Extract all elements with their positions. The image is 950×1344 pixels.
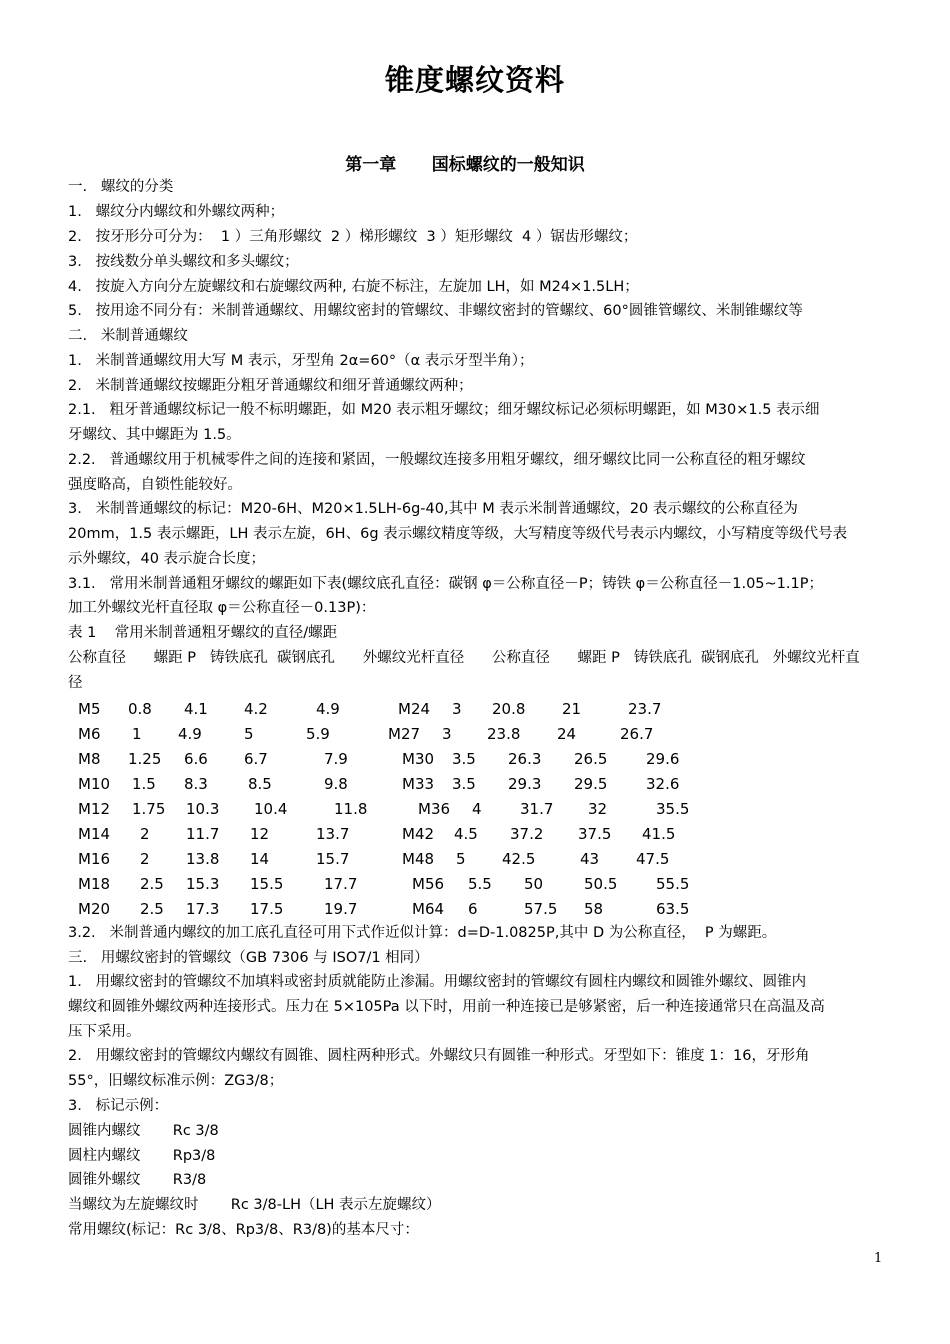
table-cell: 4.9 <box>316 700 340 718</box>
table-cell: 4.5 <box>454 825 478 843</box>
text-line: 3. 按线数分单头螺纹和多头螺纹； <box>68 254 299 270</box>
table-cell: 17.5 <box>250 900 284 918</box>
table-cell: M24 <box>398 700 431 718</box>
table-cell: 2 <box>140 825 150 843</box>
text-line: 压下采用。 <box>68 1024 141 1040</box>
table-cell: 10.4 <box>254 800 288 818</box>
table-cell: 32.6 <box>646 775 680 793</box>
table-cell: M10 <box>78 775 111 793</box>
table-cell: 15.5 <box>250 875 284 893</box>
table-cell: 42.5 <box>502 850 536 868</box>
text-line: 圆锥外螺纹 R3/8 <box>68 1172 207 1188</box>
table-cell: 0.8 <box>128 700 152 718</box>
table-cell: 41.5 <box>642 825 676 843</box>
table-cell: 63.5 <box>656 900 690 918</box>
table-cell: 5 <box>244 725 254 743</box>
table-cell: 1 <box>132 725 142 743</box>
text-line: 二. 米制普通螺纹 <box>68 328 188 344</box>
table-cell: 5.9 <box>306 725 330 743</box>
text-line: 常用螺纹(标记：Rc 3/8、Rp3/8、R3/8)的基本尺寸： <box>68 1222 419 1238</box>
table-cell: 12 <box>250 825 270 843</box>
table-cell: 20.8 <box>492 700 526 718</box>
table-cell: 2.5 <box>140 875 164 893</box>
text-line: 2. 按牙形分可分为： 1 ）三角形螺纹 2 ）梯形螺纹 3 ）矩形螺纹 4 ）锯齿形螺纹； <box>68 229 638 245</box>
table-cell: 29.5 <box>574 775 608 793</box>
table-cell: 7.9 <box>324 750 348 768</box>
text-line: 20mm，1.5 表示螺距，LH 表示左旋，6H、6g 表示螺纹精度等级，大写精度等级代号表示内螺纹，小写精度等级代号表 <box>68 526 848 542</box>
table-cell: 2 <box>140 850 150 868</box>
table-cell: M33 <box>402 775 435 793</box>
table-cell: M56 <box>412 875 445 893</box>
table-cell: 23.7 <box>628 700 662 718</box>
chapter-heading: 第一章 国标螺纹的一般知识 <box>345 155 585 175</box>
table-cell: 50 <box>524 875 544 893</box>
text-line: 3.1. 常用米制普通粗牙螺纹的螺距如下表(螺纹底孔直径：碳钢 φ＝公称直径－P；铸铁 φ＝公称直径－1.05~1.1P； <box>68 576 823 592</box>
table-cell: 3 <box>442 725 452 743</box>
table-cell: 17.7 <box>324 875 358 893</box>
text-line: 公称直径 螺距 P 铸铁底孔 碳钢底孔 外螺纹光杆直径 公称直径 螺距 P 铸铁底孔 碳钢底孔 外螺纹光杆直 <box>68 650 860 666</box>
text-line: 径 <box>68 675 83 691</box>
table-cell: 26.7 <box>620 725 654 743</box>
table-cell: 6.7 <box>244 750 268 768</box>
table-cell: 37.5 <box>578 825 612 843</box>
table-cell: M12 <box>78 800 111 818</box>
page-number: 1 <box>874 1251 883 1266</box>
table-cell: M64 <box>412 900 445 918</box>
table-cell: 3.5 <box>452 775 476 793</box>
table-cell: 23.8 <box>487 725 521 743</box>
table-cell: 2.5 <box>140 900 164 918</box>
table-cell: M6 <box>78 725 101 743</box>
table-cell: 5 <box>456 850 466 868</box>
text-line: 圆锥内螺纹 Rc 3/8 <box>68 1123 219 1139</box>
table-cell: 31.7 <box>520 800 554 818</box>
table-cell: 19.7 <box>324 900 358 918</box>
table-cell: 3 <box>452 700 462 718</box>
table-cell: 1.5 <box>132 775 156 793</box>
table-cell: 15.3 <box>186 875 220 893</box>
table-cell: 11.7 <box>186 825 220 843</box>
table-cell: M30 <box>402 750 435 768</box>
table-cell: M5 <box>78 700 101 718</box>
table-cell: 29.6 <box>646 750 680 768</box>
text-line: 强度略高，自锁性能较好。 <box>68 477 242 493</box>
table-cell: M27 <box>388 725 421 743</box>
table-cell: 50.5 <box>584 875 618 893</box>
table-cell: M14 <box>78 825 111 843</box>
table-cell: 3.5 <box>452 750 476 768</box>
text-line: 3. 标记示例： <box>68 1098 169 1114</box>
table-cell: 6.6 <box>184 750 208 768</box>
table-cell: 32 <box>588 800 608 818</box>
table-cell: 9.8 <box>324 775 348 793</box>
text-line: 圆柱内螺纹 Rp3/8 <box>68 1148 216 1164</box>
table-cell: 4 <box>472 800 482 818</box>
table-cell: M48 <box>402 850 435 868</box>
table-cell: 26.3 <box>508 750 542 768</box>
table-cell: 35.5 <box>656 800 690 818</box>
table-cell: 24 <box>557 725 577 743</box>
table-cell: 13.8 <box>186 850 220 868</box>
table-cell: M36 <box>418 800 451 818</box>
table-cell: 29.3 <box>508 775 542 793</box>
table-cell: 8.5 <box>248 775 272 793</box>
text-line: 3. 米制普通螺纹的标记：M20-6H、M20×1.5LH-6g-40,其中 M 表示米制普通螺纹，20 表示螺纹的公称直径为 <box>68 501 798 517</box>
table-cell: M18 <box>78 875 111 893</box>
table-cell: 47.5 <box>636 850 670 868</box>
text-line: 示外螺纹，40 表示旋合长度； <box>68 551 266 567</box>
table-cell: 58 <box>584 900 604 918</box>
text-line: 55°，旧螺纹标准示例：ZG3/8； <box>68 1073 284 1089</box>
text-line: 2. 用螺纹密封的管螺纹内螺纹有圆锥、圆柱两种形式。外螺纹只有圆锥一种形式。牙型如下：锥度 1：16，牙形角 <box>68 1048 810 1064</box>
table-cell: 13.7 <box>316 825 350 843</box>
text-line: 表 1 常用米制普通粗牙螺纹的直径/螺距 <box>68 625 338 641</box>
table-cell: 14 <box>250 850 270 868</box>
text-line: 一. 螺纹的分类 <box>68 179 174 195</box>
table-cell: 8.3 <box>184 775 208 793</box>
text-line: 三. 用螺纹密封的管螺纹（GB 7306 与 ISO7/1 相同） <box>68 950 429 966</box>
table-cell: 43 <box>580 850 600 868</box>
table-cell: 21 <box>562 700 582 718</box>
table-cell: M8 <box>78 750 101 768</box>
table-cell: 1.25 <box>128 750 162 768</box>
text-line: 2.1. 粗牙普通螺纹标记一般不标明螺距，如 M20 表示粗牙螺纹；细牙螺纹标记必须标明螺距，如 M30×1.5 表示细 <box>68 402 820 418</box>
text-line: 加工外螺纹光杆直径取 φ＝公称直径－0.13P)： <box>68 600 376 616</box>
text-line: 螺纹和圆锥外螺纹两种连接形式。压力在 5×105Pa 以下时，用前一种连接已是够紧密，后一种连接通常只在高温及高 <box>68 999 825 1015</box>
table-cell: 55.5 <box>656 875 690 893</box>
table-cell: 4.2 <box>244 700 268 718</box>
table-cell: 4.1 <box>184 700 208 718</box>
text-line: 5. 按用途不同分有：米制普通螺纹、用螺纹密封的管螺纹、非螺纹密封的管螺纹、60°圆锥管螺纹、米制锥螺纹等 <box>68 303 803 319</box>
table-cell: 4.9 <box>178 725 202 743</box>
text-line: 3.2. 米制普通内螺纹的加工底孔直径可用下式作近似计算：d=D-1.0825P,其中 D 为公称直径， P 为螺距。 <box>68 925 777 941</box>
table-cell: 37.2 <box>510 825 544 843</box>
text-line: 1. 用螺纹密封的管螺纹不加填料或密封质就能防止渗漏。用螺纹密封的管螺纹有圆柱内螺纹和圆锥外螺纹、圆锥内 <box>68 974 807 990</box>
table-cell: 1.75 <box>132 800 166 818</box>
text-line: 2. 米制普通螺纹按螺距分粗牙普通螺纹和细牙普通螺纹两种； <box>68 378 473 394</box>
text-line: 1. 螺纹分内螺纹和外螺纹两种； <box>68 204 285 220</box>
text-line: 牙螺纹、其中螺距为 1.5。 <box>68 427 241 443</box>
table-cell: 6 <box>468 900 478 918</box>
table-cell: 5.5 <box>468 875 492 893</box>
text-line: 当螺纹为左旋螺纹时 Rc 3/8-LH（LH 表示左旋螺纹） <box>68 1197 441 1213</box>
text-line: 2.2. 普通螺纹用于机械零件之间的连接和紧固，一般螺纹连接多用粗牙螺纹，细牙螺纹比同一公称直径的粗牙螺纹 <box>68 452 806 468</box>
table-cell: 17.3 <box>186 900 220 918</box>
table-cell: M20 <box>78 900 111 918</box>
table-cell: 15.7 <box>316 850 350 868</box>
table-cell: M16 <box>78 850 111 868</box>
text-line: 4. 按旋入方向分左旋螺纹和右旋螺纹两种, 右旋不标注，左旋加 LH，如 M24×1.5LH； <box>68 279 639 295</box>
table-cell: 57.5 <box>524 900 558 918</box>
table-cell: 11.8 <box>334 800 368 818</box>
table-cell: 10.3 <box>186 800 220 818</box>
table-cell: M42 <box>402 825 435 843</box>
page-title: 锥度螺纹资料 <box>384 63 565 97</box>
table-cell: 26.5 <box>574 750 608 768</box>
text-line: 1. 米制普通螺纹用大写 M 表示，牙型角 2α=60°（α 表示牙型半角）； <box>68 353 534 369</box>
